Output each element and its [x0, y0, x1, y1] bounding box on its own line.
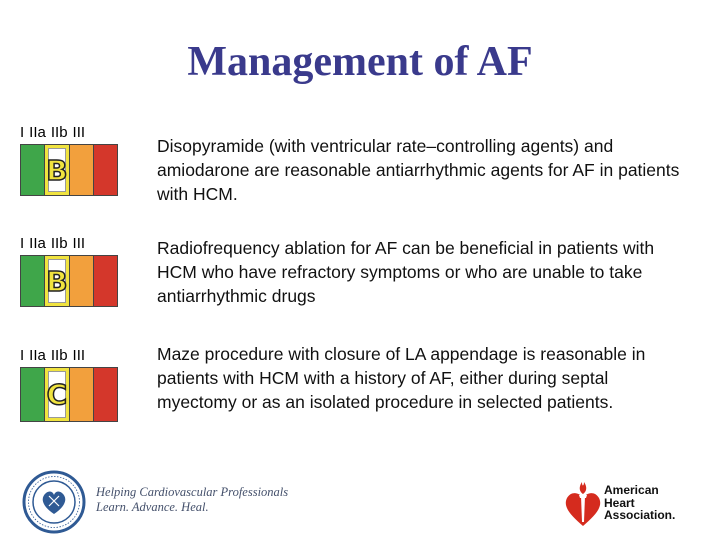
class-i-label: I	[20, 347, 25, 364]
class-iia-label: IIa	[29, 235, 46, 252]
class-iib-box	[70, 145, 94, 195]
slide-title: Management of AF	[187, 39, 533, 85]
class-iii-label: III	[72, 347, 86, 364]
class-iii-box	[94, 256, 117, 306]
class-color-boxes	[20, 144, 118, 196]
class-labels	[20, 348, 140, 365]
recommendation-class-badge-1	[20, 125, 140, 196]
class-iia-box	[45, 256, 69, 306]
class-color-boxes	[20, 255, 118, 307]
level-of-evidence: B	[48, 259, 65, 303]
recommendation-text-2: Radiofrequency ablation for AF can be beneficial in patients with HCM who have refractory symptoms or who are unable to take antiarrhythmic drugs	[157, 238, 655, 306]
level-of-evidence: B	[48, 148, 65, 192]
class-iib-label: IIb	[50, 124, 68, 141]
acc-tagline	[96, 485, 288, 515]
class-iia-label: IIa	[29, 347, 46, 364]
recommendation-text-1: Disopyramide (with ventricular rate–controlling agents) and amiodarone are reasonable antiarrhythmic agents for AF in patients with HCM.	[157, 136, 680, 204]
recommendation-text-3: Maze procedure with closure of LA appendage is reasonable in patients with HCM with a history of AF, either during septal myectomy or as an isolated procedure in selected patients.	[157, 344, 646, 412]
class-i-box	[21, 145, 45, 195]
acc-seal-logo	[22, 470, 86, 539]
aha-line-1: American	[604, 483, 659, 497]
recommendation-class-badge-3	[20, 348, 140, 422]
class-i-label: I	[20, 235, 25, 252]
aha-wordmark	[604, 484, 675, 522]
class-iib-label: IIb	[50, 235, 68, 252]
aha-heart-torch-logo	[563, 478, 603, 535]
heart-torch-icon	[563, 478, 603, 530]
class-iii-box	[94, 368, 117, 421]
class-iia-box	[45, 368, 69, 421]
class-iib-box	[70, 256, 94, 306]
tagline-line-2: Learn. Advance. Heal.	[96, 500, 209, 514]
class-i-box	[21, 256, 45, 306]
class-i-box	[21, 368, 45, 421]
class-iii-label: III	[72, 235, 86, 252]
class-iib-box	[70, 368, 94, 421]
recommendation-class-badge-2	[20, 236, 140, 307]
class-iia-box	[45, 145, 69, 195]
class-iib-label: IIb	[50, 347, 68, 364]
class-iii-label: III	[72, 124, 86, 141]
acc-seal-icon	[22, 470, 86, 534]
class-iii-box	[94, 145, 117, 195]
class-color-boxes	[20, 367, 118, 422]
class-labels	[20, 125, 140, 142]
level-of-evidence: C	[48, 371, 65, 418]
class-labels	[20, 236, 140, 253]
class-iia-label: IIa	[29, 124, 46, 141]
class-i-label: I	[20, 124, 25, 141]
tagline-line-1: Helping Cardiovascular Professionals	[96, 485, 289, 499]
aha-line-2: Heart	[604, 495, 635, 510]
aha-line-3: Association.	[604, 508, 676, 522]
